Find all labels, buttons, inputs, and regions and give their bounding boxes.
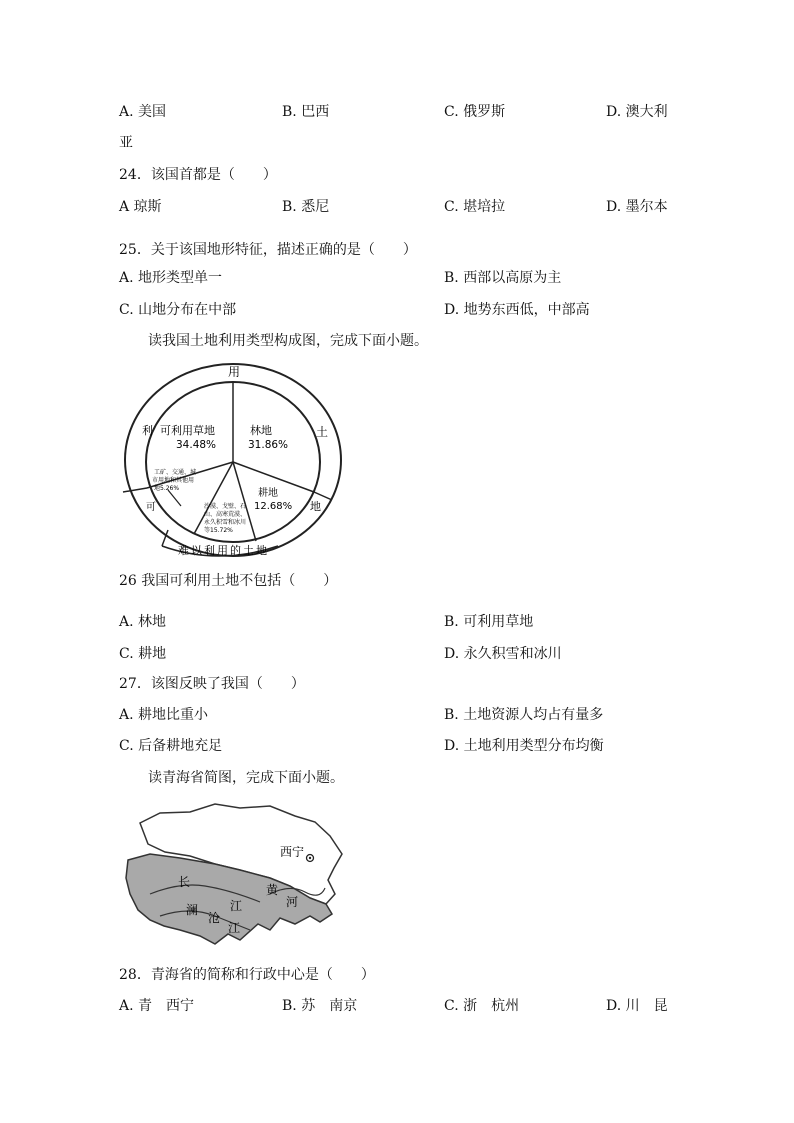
- q23-option-d-wrap: 亚: [119, 135, 133, 151]
- q24-option-b: B. 悉尼: [282, 199, 330, 215]
- pie-divider: [233, 462, 256, 541]
- grass-label: 可利用草地: [160, 424, 215, 437]
- farm-value: 12.68%: [254, 501, 293, 512]
- urban-line: 市用地和其他用: [152, 477, 195, 484]
- river-char: 长: [178, 875, 191, 889]
- land-use-pie-figure: [118, 360, 348, 560]
- q27-option-a: A. 耕地比重小: [119, 707, 209, 723]
- q27-option-b: B. 土地资源人均占有量多: [444, 707, 604, 723]
- q23-option-d: D. 澳大利: [606, 104, 668, 120]
- xining-city-dot-center: [309, 857, 311, 859]
- river-char: 河: [286, 895, 299, 909]
- urban-line: 工矿、交通、城: [154, 469, 197, 476]
- river-char: 澜: [186, 903, 199, 917]
- q28-stem: 28．青海省的简称和行政中心是（ ）: [119, 967, 375, 983]
- ring-divider: [314, 492, 332, 500]
- q25-option-d: D. 地势东西低，中部高: [444, 302, 590, 318]
- ring-char: 可: [146, 502, 156, 513]
- urban-line: 地5.26%: [154, 485, 180, 492]
- q28-option-a: A. 青 西宁: [119, 998, 195, 1014]
- q26-option-c: C. 耕地: [119, 646, 167, 662]
- ring-char: 地: [310, 500, 321, 513]
- ring-char: 土: [316, 425, 329, 439]
- river-char: 沧: [208, 911, 221, 925]
- q26-option-d: D. 永久积雪和冰川: [444, 646, 562, 662]
- q24-stem: 24．该国首都是（ ）: [119, 167, 277, 183]
- q23-option-a: A. 美国: [119, 104, 167, 120]
- river-char: 江: [230, 899, 243, 913]
- forest-value: 31.86%: [248, 439, 289, 451]
- q23-option-b: B. 巴西: [282, 104, 330, 120]
- q24-option-c: C. 堪培拉: [444, 199, 506, 215]
- q23-option-c: C. 俄罗斯: [444, 104, 506, 120]
- map-intro: 读青海省简图，完成下面小题。: [148, 770, 344, 786]
- hard-line: 山、高寒荒漠、: [204, 511, 247, 518]
- q25-option-b: B. 西部以高原为主: [444, 270, 562, 286]
- river-char: 黄: [266, 883, 279, 897]
- pointer-line: [168, 490, 181, 506]
- ring-bottom-label: 难以利用的土地: [178, 544, 269, 557]
- ring-divider: [123, 488, 147, 492]
- q25-stem: 25．关于该国地形特征，描述正确的是（ ）: [119, 242, 417, 258]
- q26-option-a: A. 林地: [119, 614, 167, 630]
- q26-option-b: B. 可利用草地: [444, 614, 534, 630]
- q24-option-d: D. 墨尔本: [606, 199, 668, 215]
- q26-stem: 26 我国可利用土地不包括（ ）: [119, 573, 338, 589]
- q27-stem: 27．该图反映了我国（ ）: [119, 676, 305, 692]
- q24-option-a: A 琼斯: [119, 199, 162, 215]
- farm-label: 耕地: [258, 488, 278, 499]
- forest-label: 林地: [250, 424, 272, 437]
- river-char: 江: [228, 921, 241, 935]
- grass-value: 34.48%: [176, 439, 217, 451]
- hard-line: 沙漠、戈壁、石: [204, 503, 247, 510]
- xining-label: 西宁: [280, 845, 305, 859]
- q25-option-a: A. 地形类型单一: [119, 270, 223, 286]
- ring-char: 利: [142, 424, 153, 437]
- q28-option-b: B. 苏 南京: [282, 998, 358, 1014]
- hard-line: 永久积雪和冰川: [204, 519, 247, 526]
- pie-intro: 读我国土地利用类型构成图，完成下面小题。: [148, 333, 428, 349]
- q27-option-c: C. 后备耕地充足: [119, 738, 223, 754]
- ring-char: 用: [228, 365, 241, 379]
- qinghai-map-figure: [120, 798, 350, 948]
- q28-option-c: C. 浙 杭州: [444, 998, 520, 1014]
- q27-option-d: D. 土地利用类型分布均衡: [444, 738, 604, 754]
- q25-option-c: C. 山地分布在中部: [119, 302, 237, 318]
- q28-option-d: D. 川 昆: [606, 998, 668, 1014]
- hard-line: 等15.72%: [204, 527, 233, 534]
